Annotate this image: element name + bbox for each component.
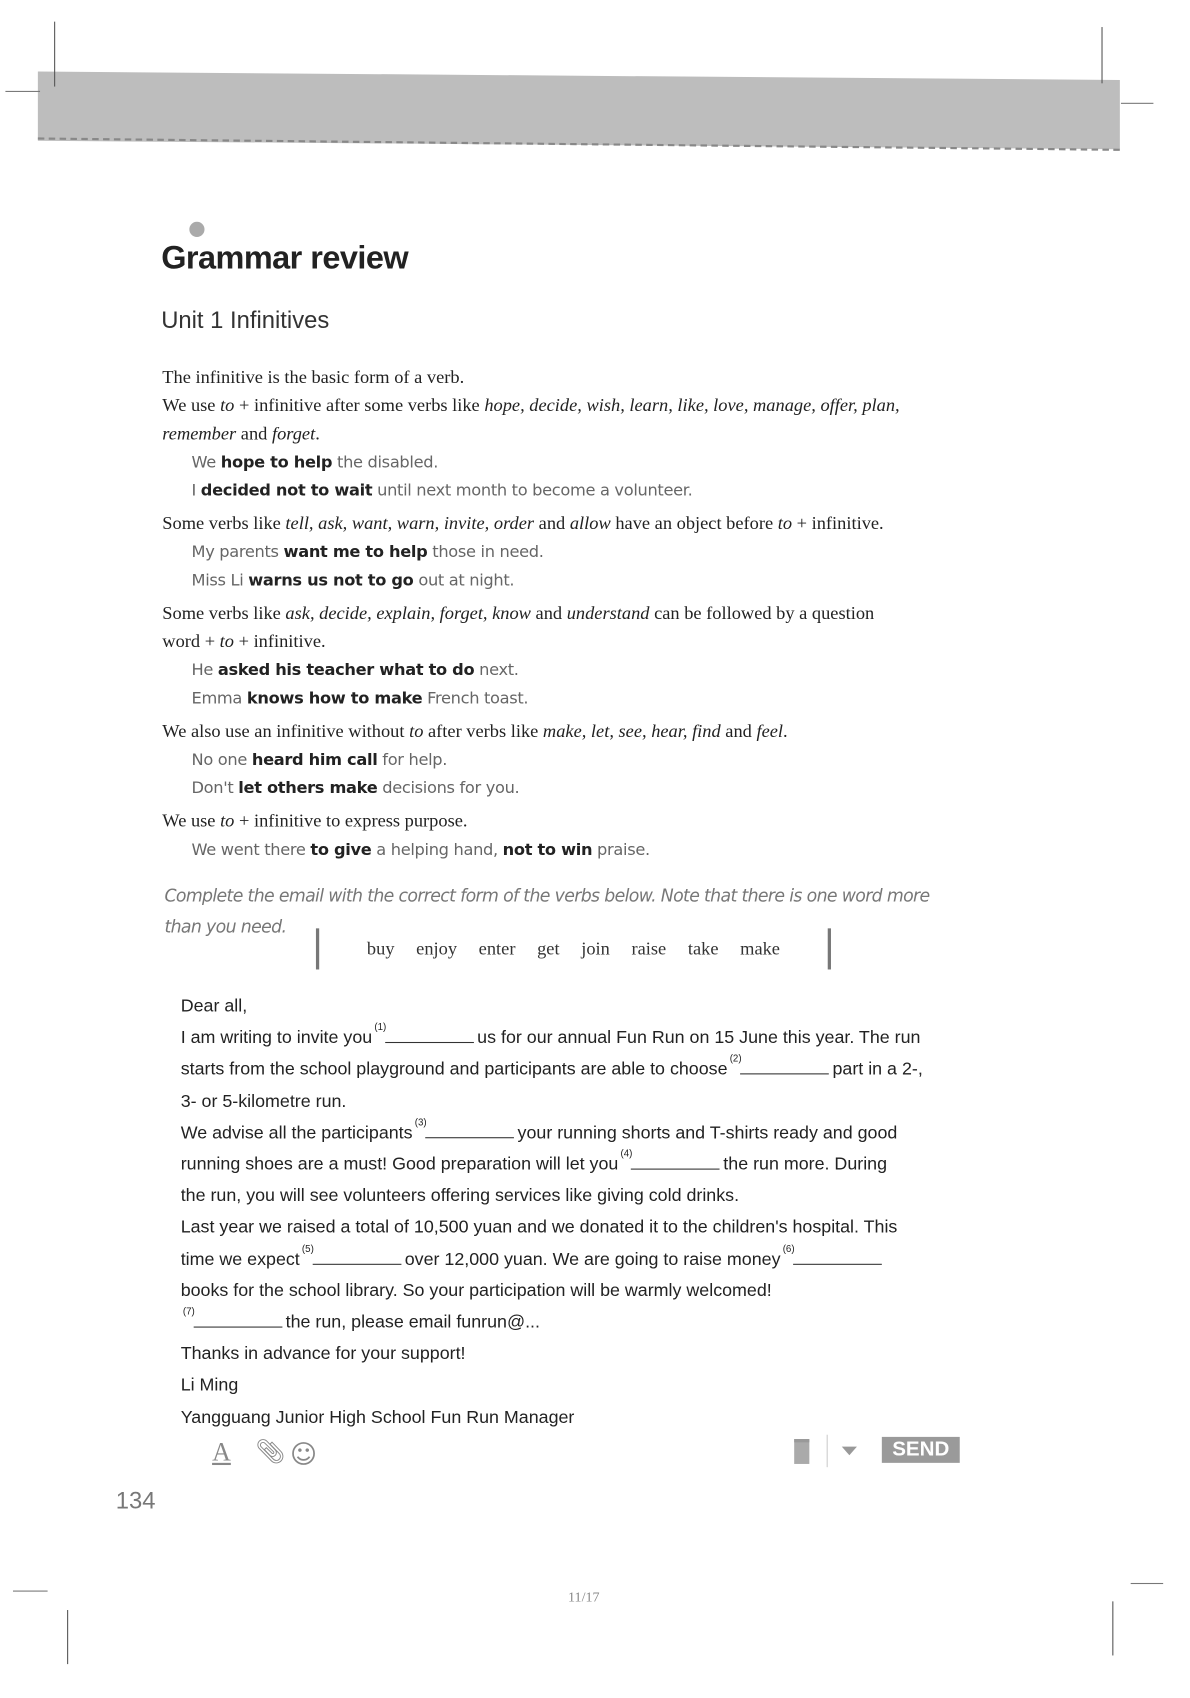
italic-term: to [777, 512, 793, 534]
text: can be followed by a question [649, 602, 875, 624]
word-option: join [581, 938, 610, 959]
text: those in need. [427, 542, 544, 562]
email-line [181, 1181, 960, 1213]
example-sentence [162, 476, 984, 504]
text: . [783, 720, 788, 742]
blank-number: (7) [182, 1306, 195, 1317]
blank-number: (2) [729, 1053, 742, 1065]
text: We advise all the participants [180, 1122, 413, 1143]
text: Last year we raised a total of 10,500 yuan and we donated it to the children's hospital. This [180, 1217, 898, 1238]
bold-phrase: heard him call [251, 749, 378, 770]
grammar-rule [162, 599, 984, 627]
header-band [38, 71, 1120, 149]
text: the run, please email funrun@... [285, 1312, 540, 1332]
text: We use [162, 810, 221, 831]
grammar-explanation [162, 364, 984, 864]
text: We also use an infinitive without [162, 720, 410, 742]
italic-term: feel [756, 720, 784, 742]
italic-term: make, let, see, hear, find [542, 720, 721, 742]
text: word + [162, 630, 220, 652]
crop-mark [1121, 103, 1153, 104]
text: part in a 2-, [832, 1059, 923, 1080]
text: Miss Li [191, 570, 249, 590]
text: have an object before [610, 512, 778, 534]
email-line [181, 1118, 960, 1150]
crop-mark [67, 1610, 68, 1664]
text: Li Ming [180, 1375, 239, 1396]
email-line [181, 1244, 960, 1276]
text: Thanks in advance for your support! [180, 1344, 466, 1364]
dropdown-icon[interactable] [842, 1447, 857, 1456]
italic-term: allow [569, 512, 611, 534]
text: and [534, 512, 570, 534]
email-body [181, 991, 960, 1433]
text: out at night. [413, 570, 515, 590]
italic-term: to [409, 720, 424, 742]
word-option: enter [478, 938, 516, 959]
example-sentence [162, 745, 984, 773]
answer-blank[interactable] [782, 1242, 883, 1264]
text: starts from the school playground and participants are able to choose [180, 1059, 728, 1080]
italic-term: tell, ask, want, warn, invite, order [285, 512, 535, 534]
blank-number: (1) [374, 1021, 387, 1033]
answer-blank[interactable] [414, 1116, 515, 1138]
text: running shoes are a must! Good preparation will let you [180, 1154, 619, 1174]
text: the run, you will see volunteers offering services like giving cold drinks. [180, 1186, 740, 1206]
text: the run more. During [723, 1154, 888, 1174]
example-sentence [162, 774, 984, 802]
grammar-rule [162, 364, 984, 392]
text: until next month to become a volunteer. [372, 480, 693, 500]
text: for help. [377, 749, 448, 770]
grammar-rule [162, 717, 984, 745]
word-option: get [537, 938, 560, 959]
bold-phrase: decided not to wait [200, 480, 373, 500]
word-option: enjoy [416, 938, 458, 959]
word-option: make [740, 938, 780, 959]
text: + infinitive. [233, 630, 326, 652]
section-bullet-icon [189, 222, 204, 237]
italic-term: forget [271, 423, 316, 444]
email-line [181, 1023, 960, 1055]
text: 3- or 5-kilometre run. [180, 1091, 347, 1111]
text: and [720, 720, 757, 742]
italic-term: to [220, 394, 235, 416]
crop-mark [1101, 27, 1102, 83]
word-option: raise [631, 938, 667, 959]
answer-blank[interactable] [301, 1242, 402, 1264]
section-title: Grammar review [161, 240, 409, 276]
crop-mark [5, 91, 40, 92]
grammar-rule [162, 420, 984, 448]
answer-blank[interactable] [620, 1148, 720, 1169]
bold-phrase: knows how to make [246, 688, 423, 708]
text: Emma [191, 688, 247, 708]
text: I am writing to invite you [180, 1028, 373, 1048]
text: the disabled. [332, 452, 439, 472]
text: your running shorts and T-shirts ready and good [517, 1122, 898, 1143]
text: a helping hand, [371, 839, 503, 860]
blank-number: (4) [620, 1148, 633, 1159]
text: Don't [191, 777, 239, 798]
text: + infinitive to express purpose. [234, 810, 468, 831]
text: He [191, 660, 218, 680]
italic-term: ask, decide, explain, forget, know [285, 602, 531, 624]
text: Some verbs like [162, 602, 286, 624]
text: French toast. [422, 688, 529, 708]
text: We use [162, 394, 221, 416]
grammar-rule [162, 807, 984, 835]
text: Some verbs like [162, 512, 286, 534]
bold-phrase: asked his teacher what to do [217, 660, 475, 680]
grammar-rule [162, 628, 984, 656]
crop-mark [54, 22, 55, 87]
page-number: 134 [115, 1486, 156, 1514]
bold-phrase: to give [310, 839, 372, 860]
italic-term: remember [162, 423, 237, 444]
text: after verbs like [423, 720, 543, 742]
email-line [181, 1339, 960, 1371]
emoji-icon[interactable]: ☺ [289, 1439, 318, 1470]
email-line [181, 1370, 960, 1402]
text: books for the school library. So your participation will be warmly welcomed! [180, 1280, 772, 1301]
unit-title: Unit 1 Infinitives [161, 306, 330, 334]
email-line [181, 1149, 960, 1181]
grammar-rule [162, 510, 984, 538]
example-sentence [162, 684, 984, 712]
crop-mark [13, 1591, 48, 1592]
email-line [181, 1307, 960, 1339]
text: + infinitive after some verbs like [234, 394, 485, 416]
email-line [181, 1402, 960, 1434]
word-option: take [687, 938, 719, 959]
page-indicator: 11/17 [568, 1588, 600, 1605]
italic-term: understand [566, 602, 650, 624]
bold-phrase: warns us not to go [248, 570, 414, 590]
send-button[interactable]: SEND [882, 1437, 960, 1463]
trash-icon[interactable] [794, 1439, 809, 1464]
bold-phrase: hope to help [220, 452, 333, 472]
word-box [316, 928, 831, 969]
text: over 12,000 yuan. We are going to raise money [404, 1249, 781, 1269]
answer-blank[interactable] [374, 1021, 474, 1043]
italic-term: hope, decide, wish, learn, like, love, manage, offer, plan, [484, 394, 900, 416]
bold-phrase: let others make [238, 777, 378, 798]
text: next. [474, 660, 519, 680]
italic-term: to [219, 630, 234, 652]
text: No one [191, 749, 252, 770]
example-sentence [162, 448, 984, 476]
blank-number: (6) [782, 1242, 795, 1254]
text: praise. [592, 839, 650, 860]
example-sentence [162, 566, 984, 594]
email-line [181, 991, 960, 1023]
text: + infinitive. [792, 512, 884, 534]
answer-blank[interactable] [182, 1306, 283, 1327]
text: My parents [191, 542, 284, 562]
font-icon[interactable]: A [212, 1439, 231, 1468]
toolbar-divider [827, 1435, 828, 1467]
text: us for our annual Fun Run on 15 June this year. The run [477, 1028, 921, 1048]
text: Dear all, [180, 996, 248, 1016]
example-sentence [162, 656, 984, 684]
example-sentence [162, 835, 984, 863]
text: and [530, 602, 567, 624]
email-line [181, 1054, 960, 1086]
text: decisions for you. [377, 777, 520, 798]
text: The infinitive is the basic form of a verb. [162, 366, 465, 388]
email-line [181, 1275, 960, 1307]
text: We [191, 452, 221, 472]
grammar-rule [162, 392, 984, 420]
blank-number: (5) [301, 1242, 314, 1254]
email-line [181, 1212, 960, 1244]
blank-number: (3) [414, 1116, 427, 1128]
email-line [181, 1086, 960, 1118]
attachment-icon[interactable]: 📎︎ [255, 1439, 286, 1467]
text: and [236, 423, 272, 444]
text: . [315, 423, 320, 444]
example-sentence [162, 538, 984, 566]
word-option: buy [366, 938, 395, 959]
text: time we expect [180, 1249, 300, 1269]
text: We went there [191, 839, 311, 860]
italic-term: to [220, 810, 235, 831]
text: I [191, 480, 201, 500]
text: Yangguang Junior High School Fun Run Manager [180, 1407, 575, 1427]
exercise-instruction: Complete the email with the correct form of the verbs below. Note that there is one word more than you need. [164, 885, 930, 938]
crop-mark [1131, 1583, 1163, 1584]
bold-phrase: want me to help [283, 542, 428, 562]
answer-blank[interactable] [729, 1053, 830, 1074]
bold-phrase: not to win [502, 839, 593, 860]
crop-mark [1112, 1601, 1113, 1655]
